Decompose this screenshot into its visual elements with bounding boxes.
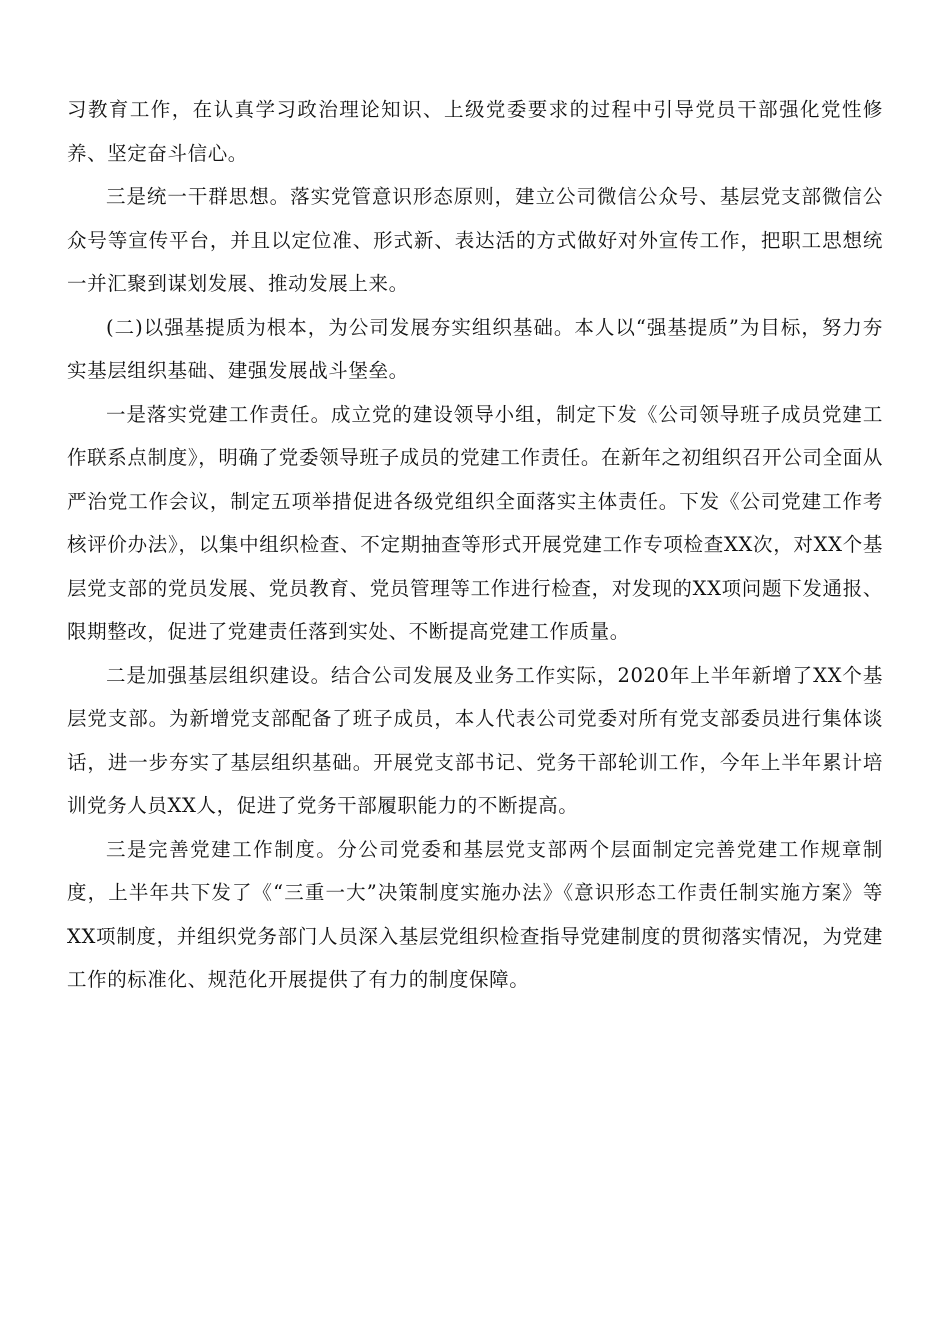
document-page — [67, 88, 883, 1002]
paragraph-section-two-heading: (二)以强基提质为根本，为公司发展夯实组织基础。本人以“强基提质”为目标，努力夯实基层组织基础、建强发展战斗堡垒。 — [67, 315, 883, 382]
paragraph-unify-thinking: 三是统一干群思想。落实党管意识形态原则，建立公司微信公众号、基层党支部微信公众号等宣传平台，并且以定位准、形式新、表达活的方式做好对外宣传工作，把职工思想统一并汇聚到谋划发展、推动发展上来。 — [67, 185, 883, 295]
paragraph-system-improvement: 三是完善党建工作制度。分公司党委和基层党支部两个层面制定完善党建工作规章制度，上半年共下发了《“三重一大”决策制度实施办法》《意识形态工作责任制实施方案》等XX项制度，并组织党务部门人员深入基层党组织检查指导党建制度的贯彻落实情况，为党建工作的标准化、规范化开展提供了有力的制度保障。 — [67, 837, 883, 991]
paragraph-responsibility: 一是落实党建工作责任。成立党的建设领导小组，制定下发《公司领导班子成员党建工作联系点制度》，明确了党委领导班子成员的党建工作责任。在新年之初组织召开公司全面从严治党工作会议，制定五项举措促进各级党组织全面落实主体责任。下发《公司党建工作考核评价办法》，以集中组织检查、不定期抽查等形式开展党建工作专项检查XX次，对XX个基层党支部的党员发展、党员教育、党员管理等工作进行检查，对发现的XX项问题下发通报、限期整改，促进了党建责任落到实处、不断提高党建工作质量。 — [67, 402, 883, 643]
paragraph-organization-building: 二是加强基层组织建设。结合公司发展及业务工作实际，2020年上半年新增了XX个基层党支部。为新增党支部配备了班子成员，本人代表公司党委对所有党支部委员进行集体谈话，进一步夯实了基层组织基础。开展党支部书记、党务干部轮训工作，今年上半年累计培训党务人员XX人，促进了党务干部履职能力的不断提高。 — [67, 663, 883, 817]
paragraph-continued: 习教育工作，在认真学习政治理论知识、上级党委要求的过程中引导党员干部强化党性修养、坚定奋斗信心。 — [67, 98, 883, 165]
